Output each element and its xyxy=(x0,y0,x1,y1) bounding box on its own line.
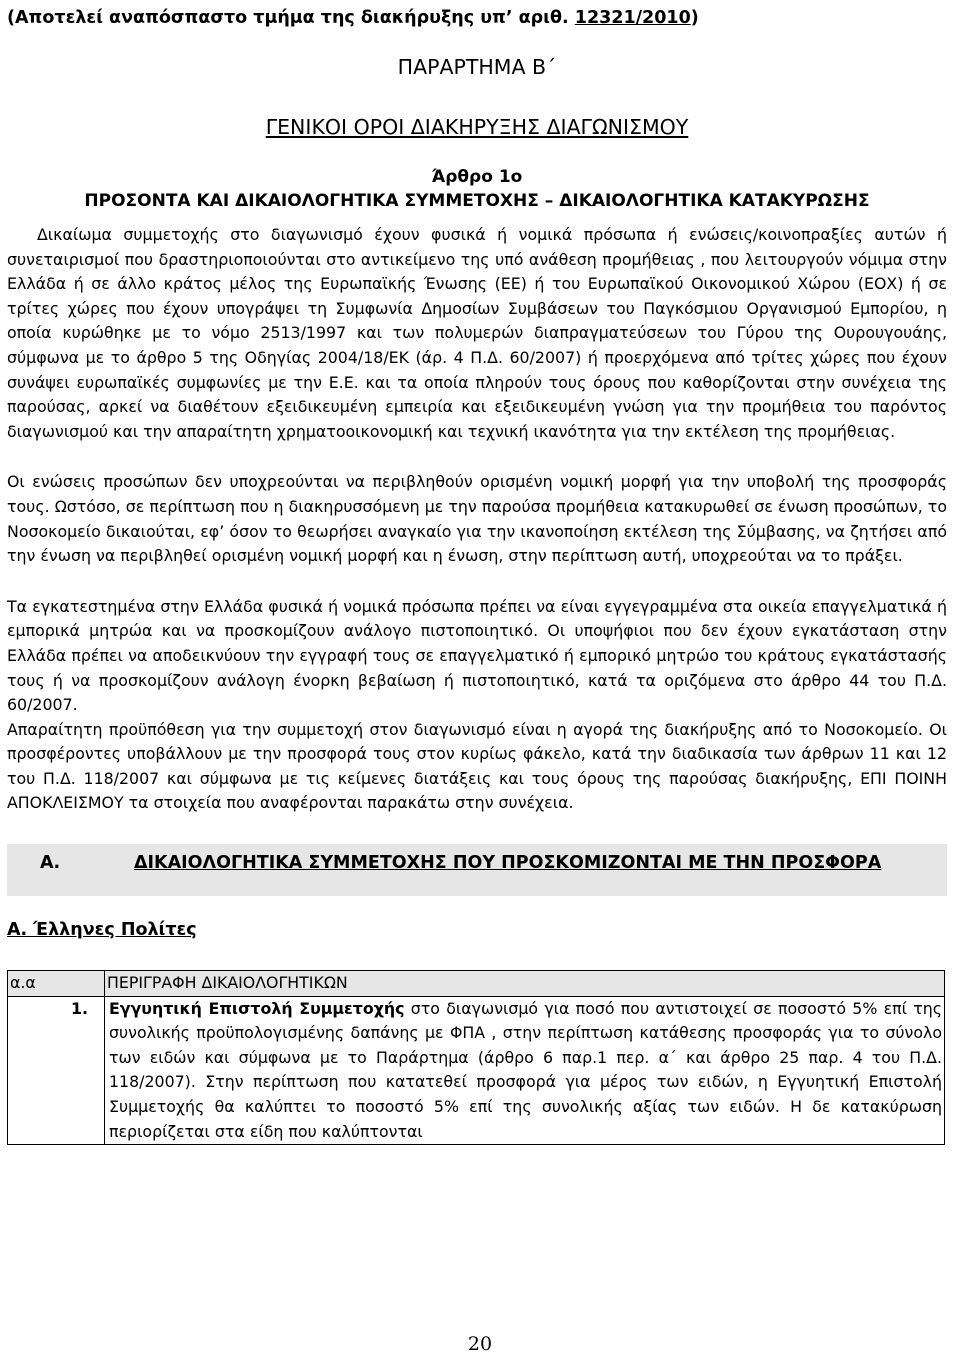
section-a-heading xyxy=(7,844,947,896)
general-terms-title: ΓΕΝΙΚΟΙ ΟΡΟΙ ΔΙΑΚΗΡΥΞΗΣ ΔΙΑΓΩΝΙΣΜΟΥ xyxy=(265,115,689,139)
tender-number: 12321/2010 xyxy=(574,8,691,28)
requirements-table xyxy=(7,970,945,1145)
page-number: 20 xyxy=(467,1333,493,1355)
row-number: 1. xyxy=(8,996,105,1145)
section-a-letter: Α. xyxy=(40,853,61,874)
paragraph-unions: Οι ενώσεις προσώπων δεν υποχρεούνται να περιβληθούν ορισμένη νομική μορφή για την υποβολή της προσφοράς τους. Ωστόσο, σε περίπτωση που η διακηρυσσόμενη με την παρούσα προμήθεια κατακυρωθεί σε ένωση προσώπων, το Νοσοκομείο δικαιούται, εφ’ όσον το θεωρήσει αναγκαίο για την ικανοποίηση εκτέλεση της Σύμβασης, να ζητήσει από την ένωση να περιβληθεί ορισμένη νομική μορφή και η ένωση, στην περίπτωση αυτή, υποχρεούται να το πράξει. xyxy=(7,472,947,566)
document-page xyxy=(7,0,947,1145)
paragraph-eligibility: Δικαίωμα συμμετοχής στο διαγωνισμό έχουν φυσικά ή νομικά πρόσωπα ή ενώσεις/κοινοπραξίες αυτών ή συνεταιρισμοί που δραστηριοποιούνται στο αντικείμενο της υπό ανάθεση προμήθειας , που λειτουργούν νόμιμα στην Ελλάδα ή σε άλλο κράτος μέλος της Ευρωπαϊκής Ένωσης (ΕΕ) ή του Ευρωπαϊκού Οικονομικού Χώρου (ΕΟΧ) ή σε τρίτες χώρες που έχουν υπογράψει τη Συμφωνία Δημοσίων Συμβάσεων του Παγκόσμιου Οργανισμού Εμπορίου, η οποία κυρώθηκε με το νόμο 2513/1997 και των πολυμερών διαπραγματεύσεων του Γύρου της Ουρουγουάης, σύμφωνα με το άρθρο 5 της Οδηγίας 2004/18/ΕΚ (άρ. 4 Π.Δ. 60/2007) ή προερχόμενα από τρίτες χώρες που έχουν συνάψει ευρωπαϊκές συμφωνίες με την Ε.Ε. και τα οποία πληρούν τους όρους που καθορίζονται στην συνέχεια της παρούσας, αρκεί να διαθέτουν εξειδικευμένη εμπειρία και εξειδικευμένη γνώση για την προμήθεια του παρόντος διαγωνισμού και την απαραίτητη χρηματοοικονομική και τεχνική ικανότητα για την εκτέλεση της προμήθειας. xyxy=(7,225,947,441)
paragraph-registration: Τα εγκατεστημένα στην Ελλάδα φυσικά ή νομικά πρόσωπα πρέπει να είναι εγγεγραμμένα στα οικεία επαγγελματικά ή εμπορικά μητρώα και να προσκομίζουν ανάλογο πιστοποιητικό. Οι υποψήφιοι που δεν έχουν εγκατάσταση στην Ελλάδα πρέπει να αποδεικνύουν την εγγραφή τους σε επαγγελματικό ή εμπορικό μητρώο του κράτους εγκατάστασής τους ή να προσκομίζουν ανάλογη ένορκη βεβαίωση ή πιστοποιητικό, κατά τα οριζόμενα στο άρθρο 44 του Π.Δ. 60/2007. xyxy=(7,596,947,715)
article-subtitle: ΠΡΟΣΟΝΤΑ ΚΑΙ ΔΙΚΑΙΟΛΟΓΗΤΙΚΑ ΣΥΜΜΕΤΟΧΗΣ – ΔΙΚΑΙΟΛΟΓΗΤΙΚΑ ΚΑΤΑΚΥΡΩΣΗΣ xyxy=(84,191,870,211)
annex-title: ΠΑΡΑΡΤΗΜΑ Β΄ xyxy=(397,55,557,79)
subsection-title: Α. Έλληνες Πολίτες xyxy=(7,920,197,941)
row-description-bold: Εγγυητική Επιστολή Συμμετοχής xyxy=(109,998,405,1018)
table-row xyxy=(8,996,945,1145)
row-description-text: στο διαγωνισμό για ποσό που αντιστοιχεί σε ποσοστό 5% επί της συνολικής προϋπολογισμένης δαπάνης με ΦΠΑ , στην περίπτωση κατάθεσης προσφοράς για το σύνολο των ειδών και σύμφωνα με το Παράρτημα (άρθρο 6 παρ.1 περ. α΄ και άρθρο 25 παρ. 4 του Π.Δ. 118/2007). Στην περίπτωση που κατατεθεί προσφορά για μέρος των ειδών, η Εγγυητική Επιστολή Συμμετοχής θα καλύπτει το ποσοστό 5% επί της συνολικής αξίας των ειδών. Η δε κατακύρωση περιορίζεται στα είδη που καλύπτονται xyxy=(109,998,942,1141)
table-header-number: α.α xyxy=(8,971,105,997)
table-header-row xyxy=(8,971,945,997)
header-suffix: ) xyxy=(690,8,699,28)
header-prefix: (Αποτελεί αναπόσπαστο τμήμα της διακήρυξης υπ’ αριθ. xyxy=(7,8,575,28)
paragraph-prerequisite: Απαραίτητη προϋπόθεση για την συμμετοχή στον διαγωνισμό είναι η αγορά της διακήρυξης από το Νοσοκομείο. Οι προσφέροντες υποβάλλουν με την προσφορά τους στον κυρίως φάκελο, κατά την διαδικασία των άρθρων 11 και 12 του Π.Δ. 118/2007 και σύμφωνα με τις κείμενες διατάξεις και τους όρους της παρούσας διακήρυξης, ΕΠΙ ΠΟΙΝΗ ΑΠΟΚΛΕΙΣΜΟΥ τα στοιχεία που αναφέρονται παρακάτω στην συνέχεια. xyxy=(7,719,947,813)
section-a-title: ΔΙΚΑΙΟΛΟΓΗΤΙΚΑ ΣΥΜΜΕΤΟΧΗΣ ΠΟΥ ΠΡΟΣΚΟΜΙΖΟΝΤΑΙ ΜΕ ΤΗΝ ΠΡΟΣΦΟΡΑ xyxy=(134,853,882,874)
article-title: Άρθρο 1ο xyxy=(431,167,523,187)
row-description xyxy=(105,996,945,1145)
table-header-description: ΠΕΡΙΓΡΑΦΗ ΔΙΚΑΙΟΛΟΓΗΤΙΚΩΝ xyxy=(105,971,945,997)
tender-reference-header xyxy=(7,0,947,30)
